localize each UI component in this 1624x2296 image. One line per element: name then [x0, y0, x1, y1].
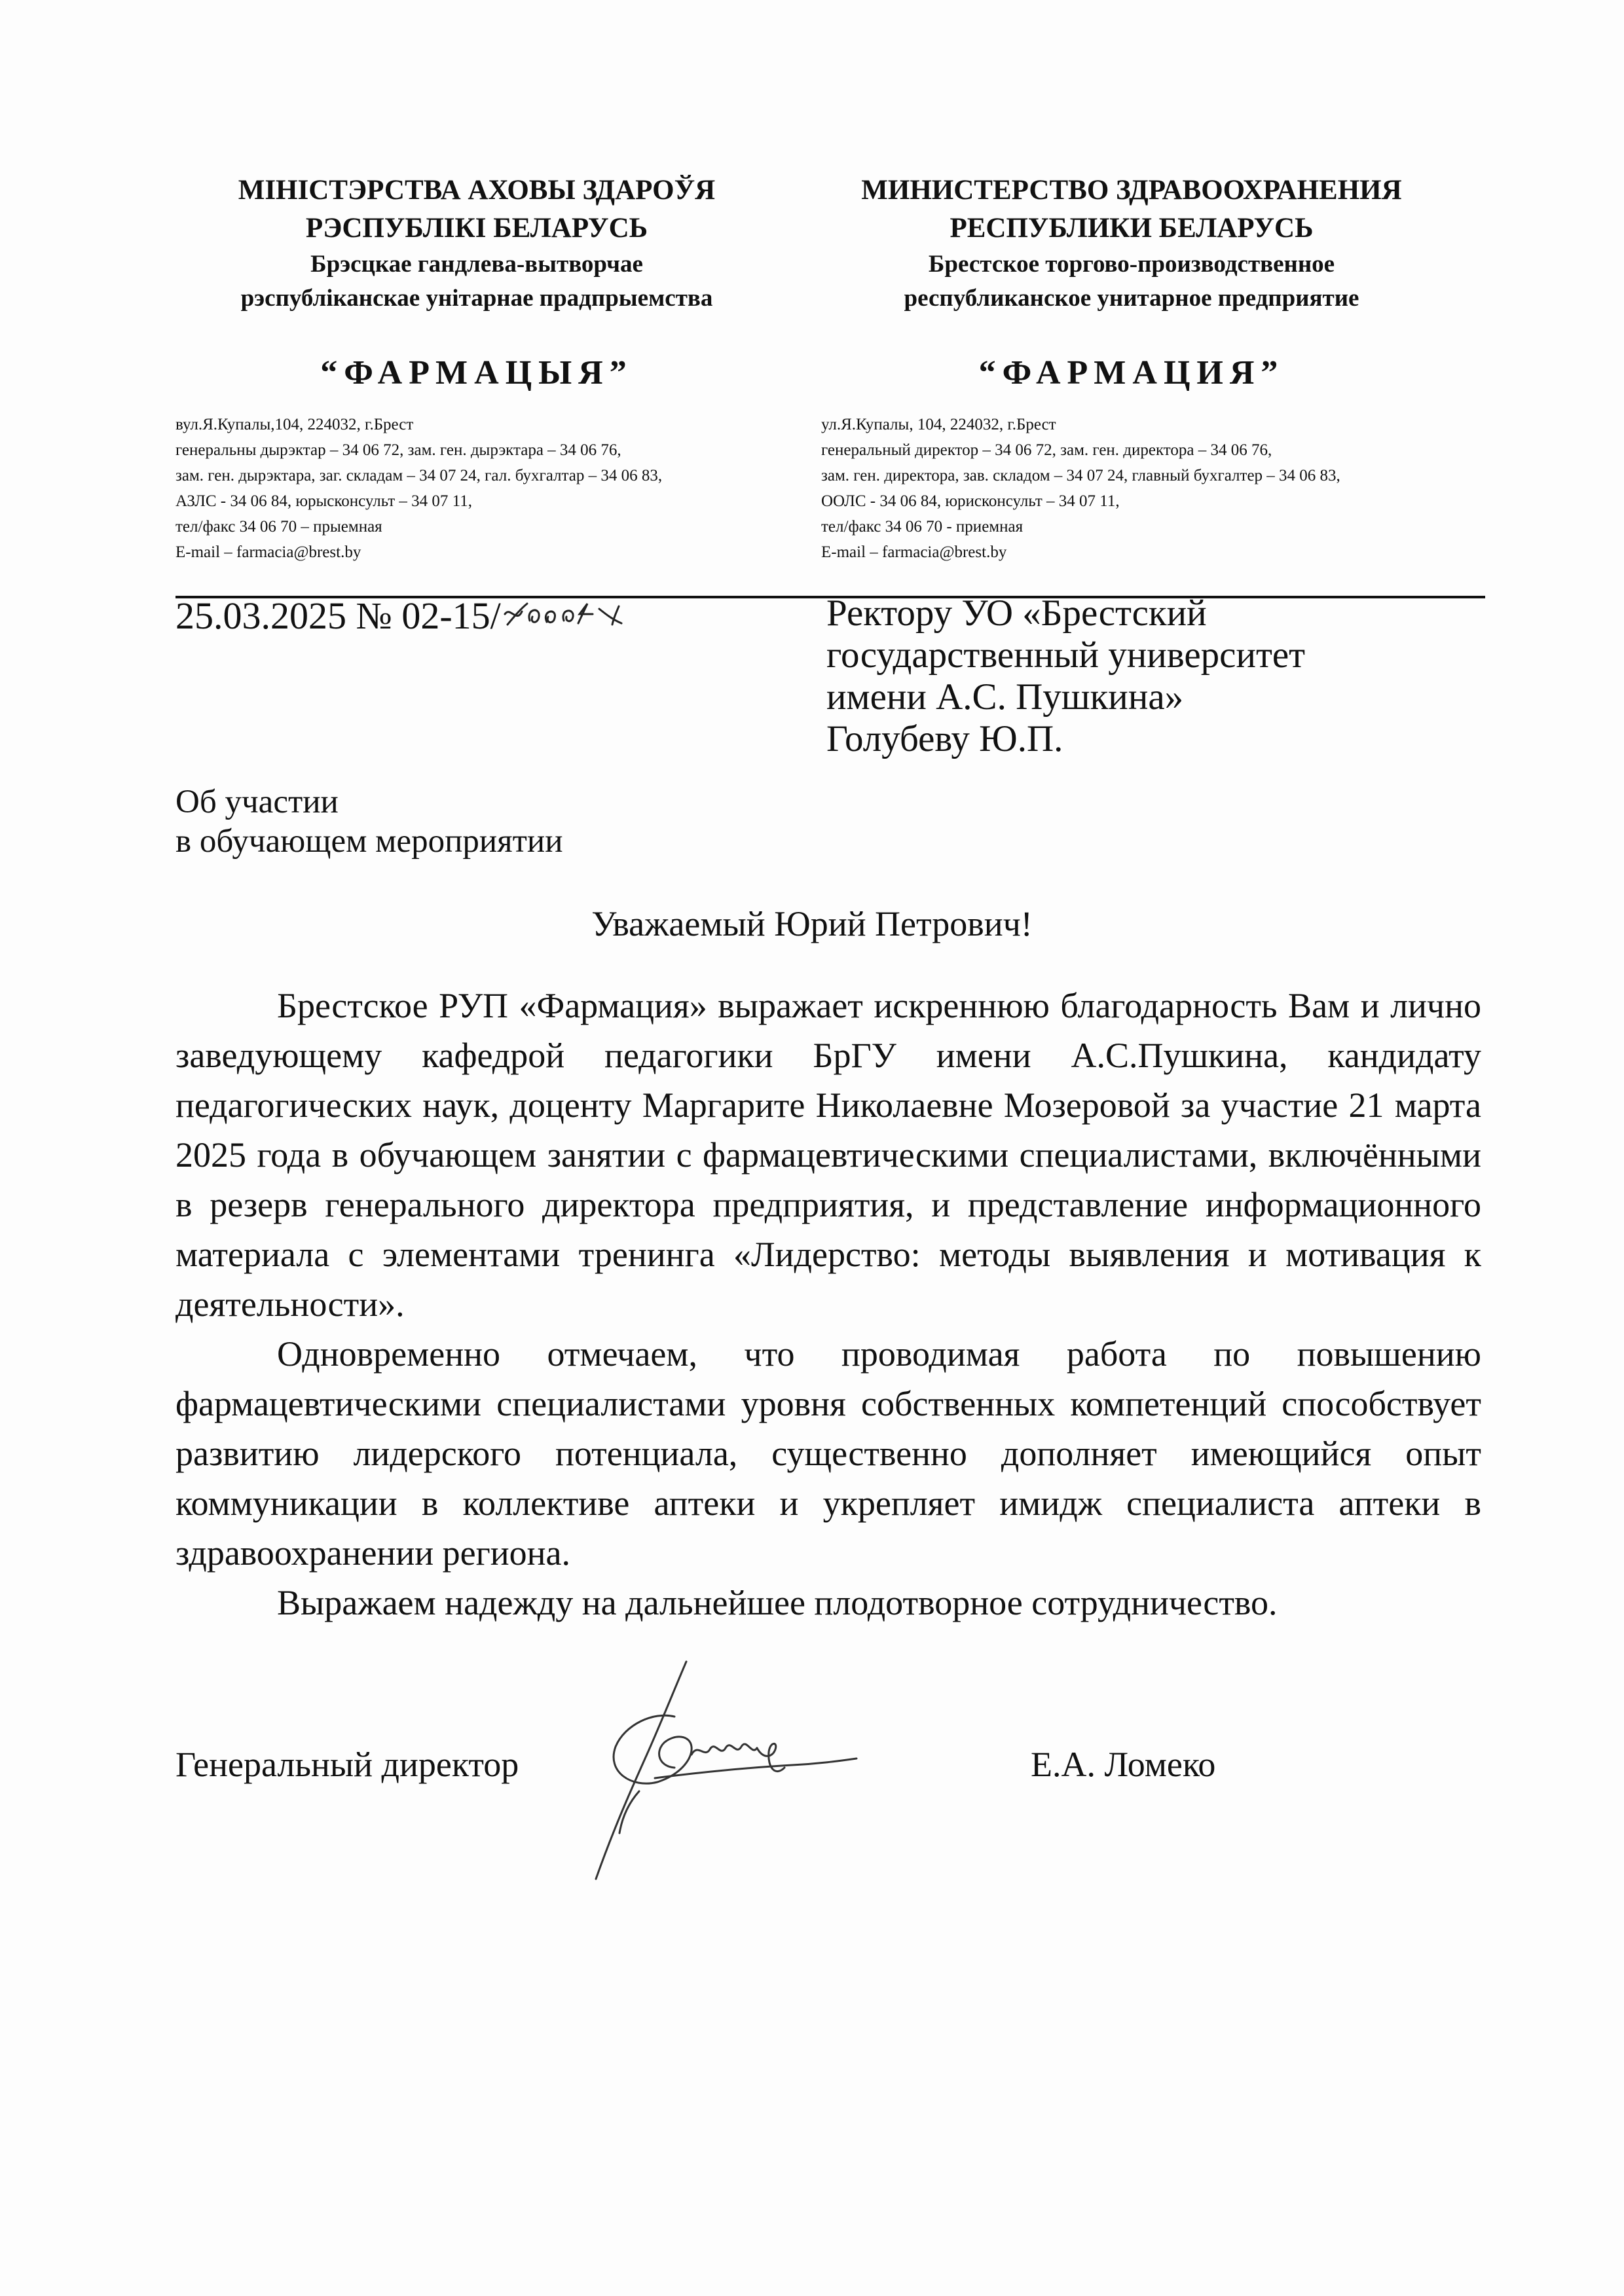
- enterprise-name-line2: рэспубліканскае унітарнае прадпрыемства: [240, 285, 713, 312]
- contact-line: АЗЛС - 34 06 84, юрысконсульт – 34 07 11,: [175, 492, 472, 510]
- registration-number: [175, 592, 625, 640]
- contact-line: тел/факс 34 06 70 – прыемная: [175, 518, 382, 536]
- enterprise-name-line1: Брестское торгово-производственное: [928, 251, 1335, 278]
- date-and-number: 25.03.2025 № 02-15/: [175, 594, 501, 637]
- subject-line: Об участии: [175, 784, 339, 820]
- letter-subject: [175, 782, 563, 861]
- ministry-name-line1: МІНІСТЭРСТВА АХОВЫ ЗДАРОЎЯ: [238, 175, 716, 206]
- salutation: Уважаемый Юрий Петрович!: [591, 904, 1033, 943]
- contact-line: тел/факс 34 06 70 - приемная: [821, 518, 1024, 536]
- organization-name: “ФАРМАЦИЯ”: [978, 354, 1285, 392]
- contact-line: зам. ген. директора, зав. складом – 34 07 24, главный бухгалтер – 34 06 83,: [821, 467, 1340, 484]
- addressee-line: имени А.С. Пушкина»: [826, 676, 1184, 718]
- contact-details: [175, 412, 778, 565]
- ministry-name-line1: МИНИСТЕРСТВО ЗДРАВООХРАНЕНИЯ: [861, 175, 1402, 206]
- signatory-name: Е.А. Ломеко: [1031, 1745, 1216, 1784]
- organization-name: “ФАРМАЦЫЯ”: [320, 354, 633, 392]
- body-paragraph: Одновременно отмечаем, что проводимая работа по повышению фармацевтическими специалистами уровня собственных компетенций способствует развитию лидерского потенциала, существенно дополняет имеющийся опыт коммуникации в коллективе аптеки и укрепляет имидж специалиста аптеки в здравоохранении региона.: [175, 1334, 1481, 1573]
- contact-line: ул.Я.Купалы, 104, 224032, г.Брест: [821, 416, 1056, 433]
- addressee-line: государственный университет: [826, 634, 1306, 676]
- handwritten-signature: [576, 1643, 864, 1892]
- contact-email: E-mail – farmacia@brest.by: [821, 543, 1007, 561]
- body-paragraph: Брестское РУП «Фармация» выражает искреннюю благодарность Вам и лично заведующему кафедрой педагогики БрГУ имени А.С.Пушкина, кандидату педагогических наук, доценту Маргарите Николаевне Мозеровой за участие 21 марта 2025 года в обучающем занятии с фармацевтическими специалистами, включёнными в резерв генерального директора предприятия, и представление информационного материала с элементами тренинга «Лидерство: методы выявления и мотивация к деятельности».: [175, 986, 1481, 1324]
- ministry-name-line2: РЕСПУБЛИКИ БЕЛАРУСЬ: [950, 213, 1314, 244]
- contact-details: [821, 412, 1459, 565]
- contact-line: ООЛС - 34 06 84, юрисконсульт – 34 07 11,: [821, 492, 1120, 510]
- addressee-name: Голубеву Ю.П.: [826, 718, 1063, 759]
- addressee-block: [826, 592, 1305, 760]
- contact-email: E-mail – farmacia@brest.by: [175, 543, 361, 561]
- body-paragraph: Выражаем надежду на дальнейшее плодотворное сотрудничество.: [277, 1583, 1278, 1622]
- handwritten-number: [501, 594, 625, 634]
- contact-line: вул.Я.Купалы,104, 224032, г.Брест: [175, 416, 414, 433]
- enterprise-name-line2: республиканское унитарное предприятие: [904, 285, 1359, 312]
- addressee-line: Ректору УО «Брестский: [826, 592, 1207, 634]
- enterprise-name-line1: Брэсцкае гандлева-вытворчае: [310, 251, 643, 278]
- letterhead-belarusian: [175, 172, 778, 565]
- subject-line: в обучающем мероприятии: [175, 823, 563, 860]
- letterhead-russian: [804, 172, 1459, 565]
- contact-line: зам. ген. дырэктара, заг. складам – 34 07 24, гал. бухгалтар – 34 06 83,: [175, 467, 663, 484]
- contact-line: генеральный директор – 34 06 72, зам. ген. директора – 34 06 76,: [821, 441, 1272, 459]
- signatory-position: Генеральный директор: [175, 1745, 519, 1784]
- contact-line: генеральны дырэктар – 34 06 72, зам. ген. дырэктара – 34 06 76,: [175, 441, 621, 459]
- ministry-name-line2: РЭСПУБЛІКІ БЕЛАРУСЬ: [305, 213, 648, 244]
- letter-body: [175, 981, 1481, 1628]
